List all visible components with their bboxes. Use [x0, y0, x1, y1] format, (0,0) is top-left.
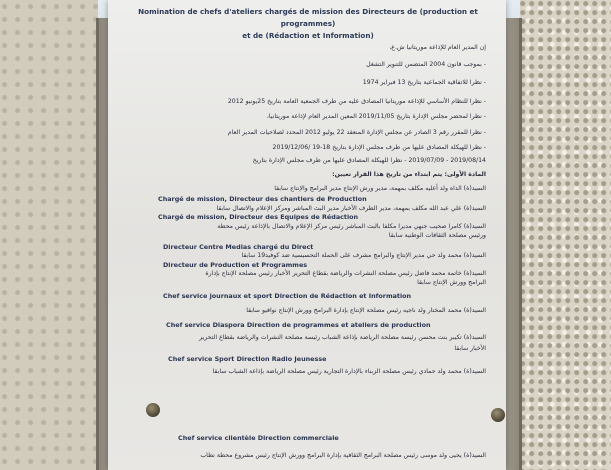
text-line: - نظرا للاتفاقية الجماعية بتاريخ 13 فبراير 1974	[362, 79, 486, 86]
text-line: السيد(ة) محمد المختار ولد ناجيه رئيس مصلحة الإنتاج بإدارة البرامج وورش الإنتاج نوافيو سابقا	[246, 307, 486, 314]
text-line: الأخبار سابقا	[454, 345, 486, 352]
text-line: السيد(ة) خاتمة محمد فاضل رئيس مصلحة النشرات والرياضة بقطاع التحرير الأخبار رئيس مصلحة الإنتاج بإدارة	[205, 270, 486, 277]
notice-paper	[108, 0, 506, 470]
text-line: السيد(ة) الداه ولد أعليه مكلف بمهمة، مدير ورش الإنتاج مدير البرامج والإنتاج سابقا	[274, 185, 486, 192]
fr-line: Chef service Sport Direction Radio Jeunesse	[168, 355, 327, 363]
fr-line: Chef service journaux et sport Direction de Rédaction et Information	[163, 292, 412, 300]
text-line: - بموجب قانون 2004 المتضمن للتنوير التشغل	[366, 61, 486, 68]
right-wall	[520, 0, 611, 470]
text-line: - نظرا لمحضر مجلس الإدارة بتاريخ 2019/11/05 المعين المدير العام لإذاعة موريتانيا،	[266, 113, 486, 120]
text-line: السيد(ة) تكيبر بنت محسن رئيسة مصلحة الرياضة بإذاعة الشباب رئيسة مصلحة النشرات والرياضة بقطاع التحرير	[199, 334, 486, 341]
text-line: إن المدير العام للإذاعة موريتانيا ش.ع،	[389, 44, 486, 51]
notice-title	[118, 6, 498, 42]
pin-right	[491, 408, 505, 422]
fr-line: Chargé de mission, Directeur des Equipes de Rédaction	[158, 213, 359, 221]
text-line: السيد(ة) يحيى ولد موسى رئيس مصلحة البرامج الثقافية بإدارة البرامج وورش الإنتاج رئيس مشروع محطة نطاب	[200, 452, 486, 459]
text-line: السيد(ة) محمد ولد حي مدير الإنتاج والبرامج مشرف على الحملة التحسيسية ضد كوفيد19 سابقا	[241, 252, 486, 259]
article-heading: المادة الأولى: يتم ابتداء من تاريخ هذا القرار تعيين:	[332, 171, 486, 178]
left-wall	[0, 0, 98, 470]
text-line: البرامج وورش الإنتاج سابقا	[417, 279, 486, 286]
fr-line: Chef service Diaspora Direction de programmes et ateliers de production	[166, 321, 431, 329]
text-line: - نظرا للهيكلة المصادق عليها من طرف مجلس الإدارة بتاريخ 18-19 /2019/12/06	[272, 144, 486, 151]
title-line-2: et de (Rédaction et Information)	[242, 31, 374, 40]
text-line: - نظرا للنظام الأساسي للإذاعة موريتانيا المصادق عليه من طرف الجمعية العامة بتاريخ 25يونيو 2012	[227, 98, 486, 105]
fr-line: Chargé de mission, Directeur des chantiers de Production	[158, 195, 367, 203]
title-line-1: Nomination de chefs d'ateliers chargés de mission des Directeurs de (production et programmes)	[138, 7, 478, 28]
text-line: السيد(ة) علي عبد الله مكلف بمهمة، مدير الطرف الأخبار مدير البث المباشر ومركز الإعلام والاتصال سابقا	[216, 205, 486, 212]
fr-line: Directeur de Production et Programmes	[163, 261, 308, 269]
pin-left	[146, 403, 160, 417]
text-line: السيد(ة) محمد ولد حمادي رئيس مصلحة الزبناء بالإدارة التجارية رئيس مصلحة الرياضة بإذاعة الشباب سابقا	[212, 368, 486, 375]
fr-line: Chef service clientèle Direction commerciale	[178, 434, 339, 442]
text-line: 2019/08/14 - 2019/07/09 - نظرا للهيكلة المصادق عليها من طرف مجلس الإدارة بتاريخ	[252, 157, 486, 164]
text-line: ورئيس مصلحة الثقافات الوطنية سابقا	[388, 232, 486, 239]
text-line: - نظرا للمقرر رقم 3 الصادر عن مجلس الإدارة المنعقد 22 يوليو 2012 المحدد لصلاحيات المدير العام	[227, 129, 486, 136]
fr-line: Directeur Centre Medias chargé du Direct	[163, 243, 314, 251]
text-line: السيد(ة) كامرا صحيب جنهي مديرا مكلفا بالبث المباشر رئيس مركز الإعلام والاتصال بالإذاعة رئيس محطة	[217, 223, 486, 230]
